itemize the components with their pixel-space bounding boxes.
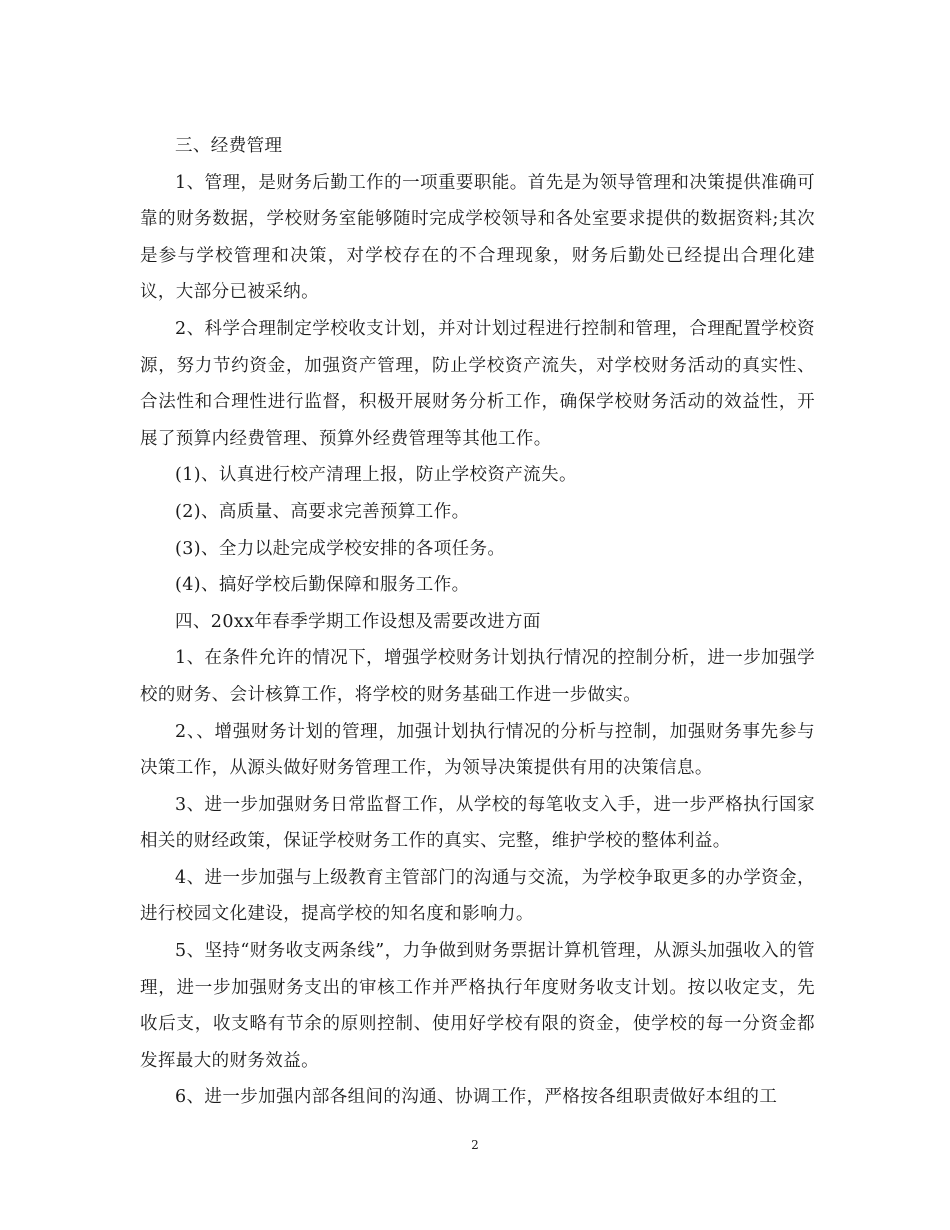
paragraph-plan-5: 5、坚持“财务收支两条线”，力争做到财务票据计算机管理，从源头加强收入的管理，进一步加强财务支出的审核工作并严格执行年度财务收支计划。按以收定支，先收后支，收支略有节余的原则控制、使用好学校有限的资金，使学校的每一分资金都发挥最大的财务效益。 (140, 941, 815, 1071)
paragraph-plan-3: 3、进一步加强财务日常监督工作，从学校的每笔收支入手，进一步严格执行国家相关的财经政策，保证学校财务工作的真实、完整，维护学校的整体利益。 (140, 794, 815, 852)
document-body (140, 128, 815, 1116)
section-heading-funding: 三、经费管理 (175, 136, 283, 156)
paragraph-plan-1: 1、在条件允许的情况下，增强学校财务计划执行情况的控制分析，进一步加强学校的财务、会计核算工作，将学校的财务基础工作进一步做实。 (140, 648, 815, 705)
paragraph-management: 1、管理，是财务后勤工作的一项重要职能。首先是为领导管理和决策提供准确可靠的财务数据，学校财务室能够随时完成学校领导和各处室要求提供的数据资料;其次是参与学校管理和决策，对学校存在的不合理现象，财务后勤处已经提出合理化建议，大部分已被采纳。 (140, 172, 815, 303)
list-item-budget-quality: (2)、高质量、高要求完善预算工作。 (175, 501, 470, 522)
list-item-asset-inventory: (1)、认真进行校产清理上报，防止学校资产流失。 (175, 465, 577, 486)
list-item-logistics: (4)、搞好学校后勤保障和服务工作。 (175, 575, 470, 596)
paragraph-plan-2: 2、、增强财务计划的管理，加强计划执行情况的分析与控制，加强财务事先参与决策工作，从源头做好财务管理工作，为领导决策提供有用的决策信息。 (140, 721, 815, 779)
section-heading-spring-plan: 四、20xx年春季学期工作设想及需要改进方面 (175, 611, 541, 632)
paragraph-plan-4: 4、进一步加强与上级教育主管部门的沟通与交流，为学校争取更多的办学资金，进行校园文化建设，提高学校的知名度和影响力。 (140, 867, 815, 925)
list-item-school-tasks: (3)、全力以赴完成学校安排的各项任务。 (175, 538, 506, 559)
paragraph-plan-6: 6、进一步加强内部各组间的沟通、协调工作，严格按各组职责做好本组的工 (175, 1087, 778, 1108)
paragraph-budget-plan: 2、科学合理制定学校收支计划，并对计划过程进行控制和管理，合理配置学校资源，努力节约资金，加强资产管理，防止学校资产流失，对学校财务活动的真实性、合法性和合理性进行监督，积极开展财务分析工作，确保学校财务活动的效益性，开展了预算内经费管理、预算外经费管理等其他工作。 (140, 318, 815, 449)
page-number: 2 (471, 1138, 479, 1152)
